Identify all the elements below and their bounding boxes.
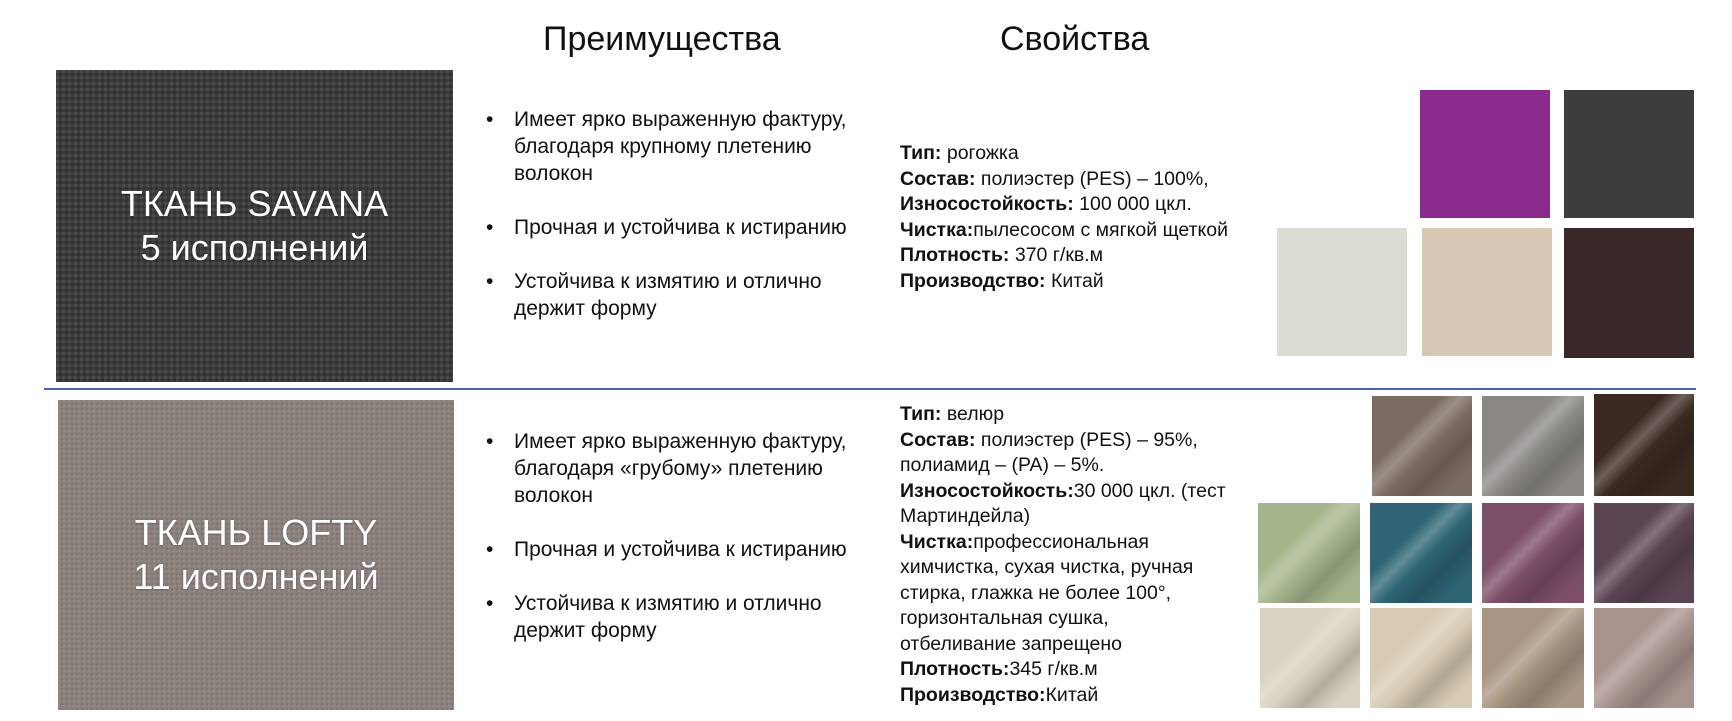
lofty-benefits-list xyxy=(486,428,866,671)
benefit-text: Устойчива к измятию и отлично держит форму xyxy=(514,270,822,320)
lofty-swatch-1 xyxy=(1372,396,1472,496)
property-density xyxy=(900,657,1230,683)
property-value: полиэстер (PES) – 100%, xyxy=(975,167,1209,190)
property-label: Тип: xyxy=(900,142,942,164)
lofty-swatch-11 xyxy=(1594,608,1694,708)
benefit-text: Имеет ярко выраженную фактуру, благодаря крупному плетению волокон xyxy=(514,108,847,185)
property-value: Китай xyxy=(1045,269,1104,292)
heading-benefits: Преимущества xyxy=(543,20,781,58)
property-value: профессиональная химчистка, сухая чистка, ручная стирка, глажка не более 100°, горизонтальная сушка, отбеливание запрещено xyxy=(900,530,1194,655)
benefit-text: Прочная и устойчива к истиранию xyxy=(514,216,847,239)
lofty-subtitle: 11 исполнений xyxy=(133,556,379,597)
savana-swatch-2 xyxy=(1564,90,1694,218)
lofty-swatch-10 xyxy=(1482,608,1584,708)
property-wear xyxy=(900,479,1230,530)
property-label: Тип: xyxy=(900,403,942,425)
property-label: Плотность: xyxy=(900,658,1010,680)
property-type xyxy=(900,402,1230,428)
property-value: пылесосом с мягкой щеткой xyxy=(973,218,1229,241)
property-value: велюр xyxy=(941,403,1005,425)
lofty-fabric-image xyxy=(58,400,454,710)
property-label: Состав: xyxy=(900,167,976,190)
savana-benefits-list xyxy=(486,106,866,349)
lofty-swatch-9 xyxy=(1370,608,1472,708)
savana-fabric-image xyxy=(56,70,453,382)
heading-properties: Свойства xyxy=(1000,20,1150,58)
lofty-swatch-5 xyxy=(1370,503,1472,603)
list-item: • Прочная и устойчива к истиранию xyxy=(486,216,847,239)
benefit-text: Имеет ярко выраженную фактуру, благодаря «грубому» плетению волокон xyxy=(514,430,847,507)
property-composition xyxy=(900,428,1230,479)
property-type xyxy=(900,141,1240,167)
benefit-text: Прочная и устойчива к истиранию xyxy=(514,538,847,561)
lofty-swatch-4 xyxy=(1258,503,1360,603)
property-cleaning xyxy=(900,530,1230,658)
savana-swatch-3 xyxy=(1277,228,1407,356)
lofty-swatch-7 xyxy=(1594,503,1694,603)
savana-subtitle: 5 исполнений xyxy=(140,227,369,268)
property-label: Плотность: xyxy=(900,244,1010,266)
list-item: • Устойчива к измятию и отлично держит форму xyxy=(486,270,822,320)
lofty-label xyxy=(58,511,454,599)
property-density xyxy=(900,243,1240,269)
property-value: 370 г/кв.м xyxy=(1009,244,1104,266)
list-item: • Имеет ярко выраженную фактуру, благодаря крупному плетению волокон xyxy=(486,108,847,185)
property-value: полиэстер (PES) – 95%, полиамид – (PA) – 5%. xyxy=(900,428,1198,476)
property-value: 30 000 цкл. (тест Мартиндейла) xyxy=(900,479,1226,527)
section-divider xyxy=(44,388,1696,390)
lofty-swatch-2 xyxy=(1482,396,1584,496)
benefit-text: Устойчива к измятию и отлично держит форму xyxy=(514,592,822,642)
savana-swatch-1 xyxy=(1420,90,1550,218)
property-cleaning xyxy=(900,218,1240,244)
lofty-swatch-8 xyxy=(1260,608,1360,708)
property-value: Китай xyxy=(1045,683,1099,706)
savana-swatch-4 xyxy=(1422,228,1552,356)
list-item: • Прочная и устойчива к истиранию xyxy=(486,538,847,561)
property-origin xyxy=(900,269,1240,295)
savana-title: ТКАНЬ SAVANA xyxy=(120,183,389,224)
lofty-swatch-6 xyxy=(1482,503,1584,603)
lofty-title: ТКАНЬ LOFTY xyxy=(134,512,378,553)
property-label: Износостойкость: xyxy=(900,479,1074,502)
savana-label xyxy=(56,182,453,270)
property-wear xyxy=(900,192,1240,218)
property-composition xyxy=(900,167,1240,193)
property-value: рогожка xyxy=(941,142,1019,164)
property-value: 100 000 цкл. xyxy=(1073,193,1192,215)
property-label: Чистка: xyxy=(900,530,974,553)
savana-swatch-5 xyxy=(1564,228,1694,358)
property-label: Состав: xyxy=(900,428,976,451)
property-label: Производство: xyxy=(900,269,1046,292)
property-label: Износостойкость: xyxy=(900,193,1074,215)
savana-properties xyxy=(900,141,1240,294)
property-value: 345 г/кв.м xyxy=(1009,658,1098,680)
lofty-swatch-3 xyxy=(1594,394,1694,496)
list-item: • Устойчива к измятию и отлично держит форму xyxy=(486,592,822,642)
property-label: Чистка: xyxy=(900,218,974,241)
list-item: • Имеет ярко выраженную фактуру, благодаря «грубому» плетению волокон xyxy=(486,430,847,507)
property-origin xyxy=(900,683,1230,709)
property-label: Производство: xyxy=(900,683,1046,706)
lofty-properties xyxy=(900,402,1230,708)
